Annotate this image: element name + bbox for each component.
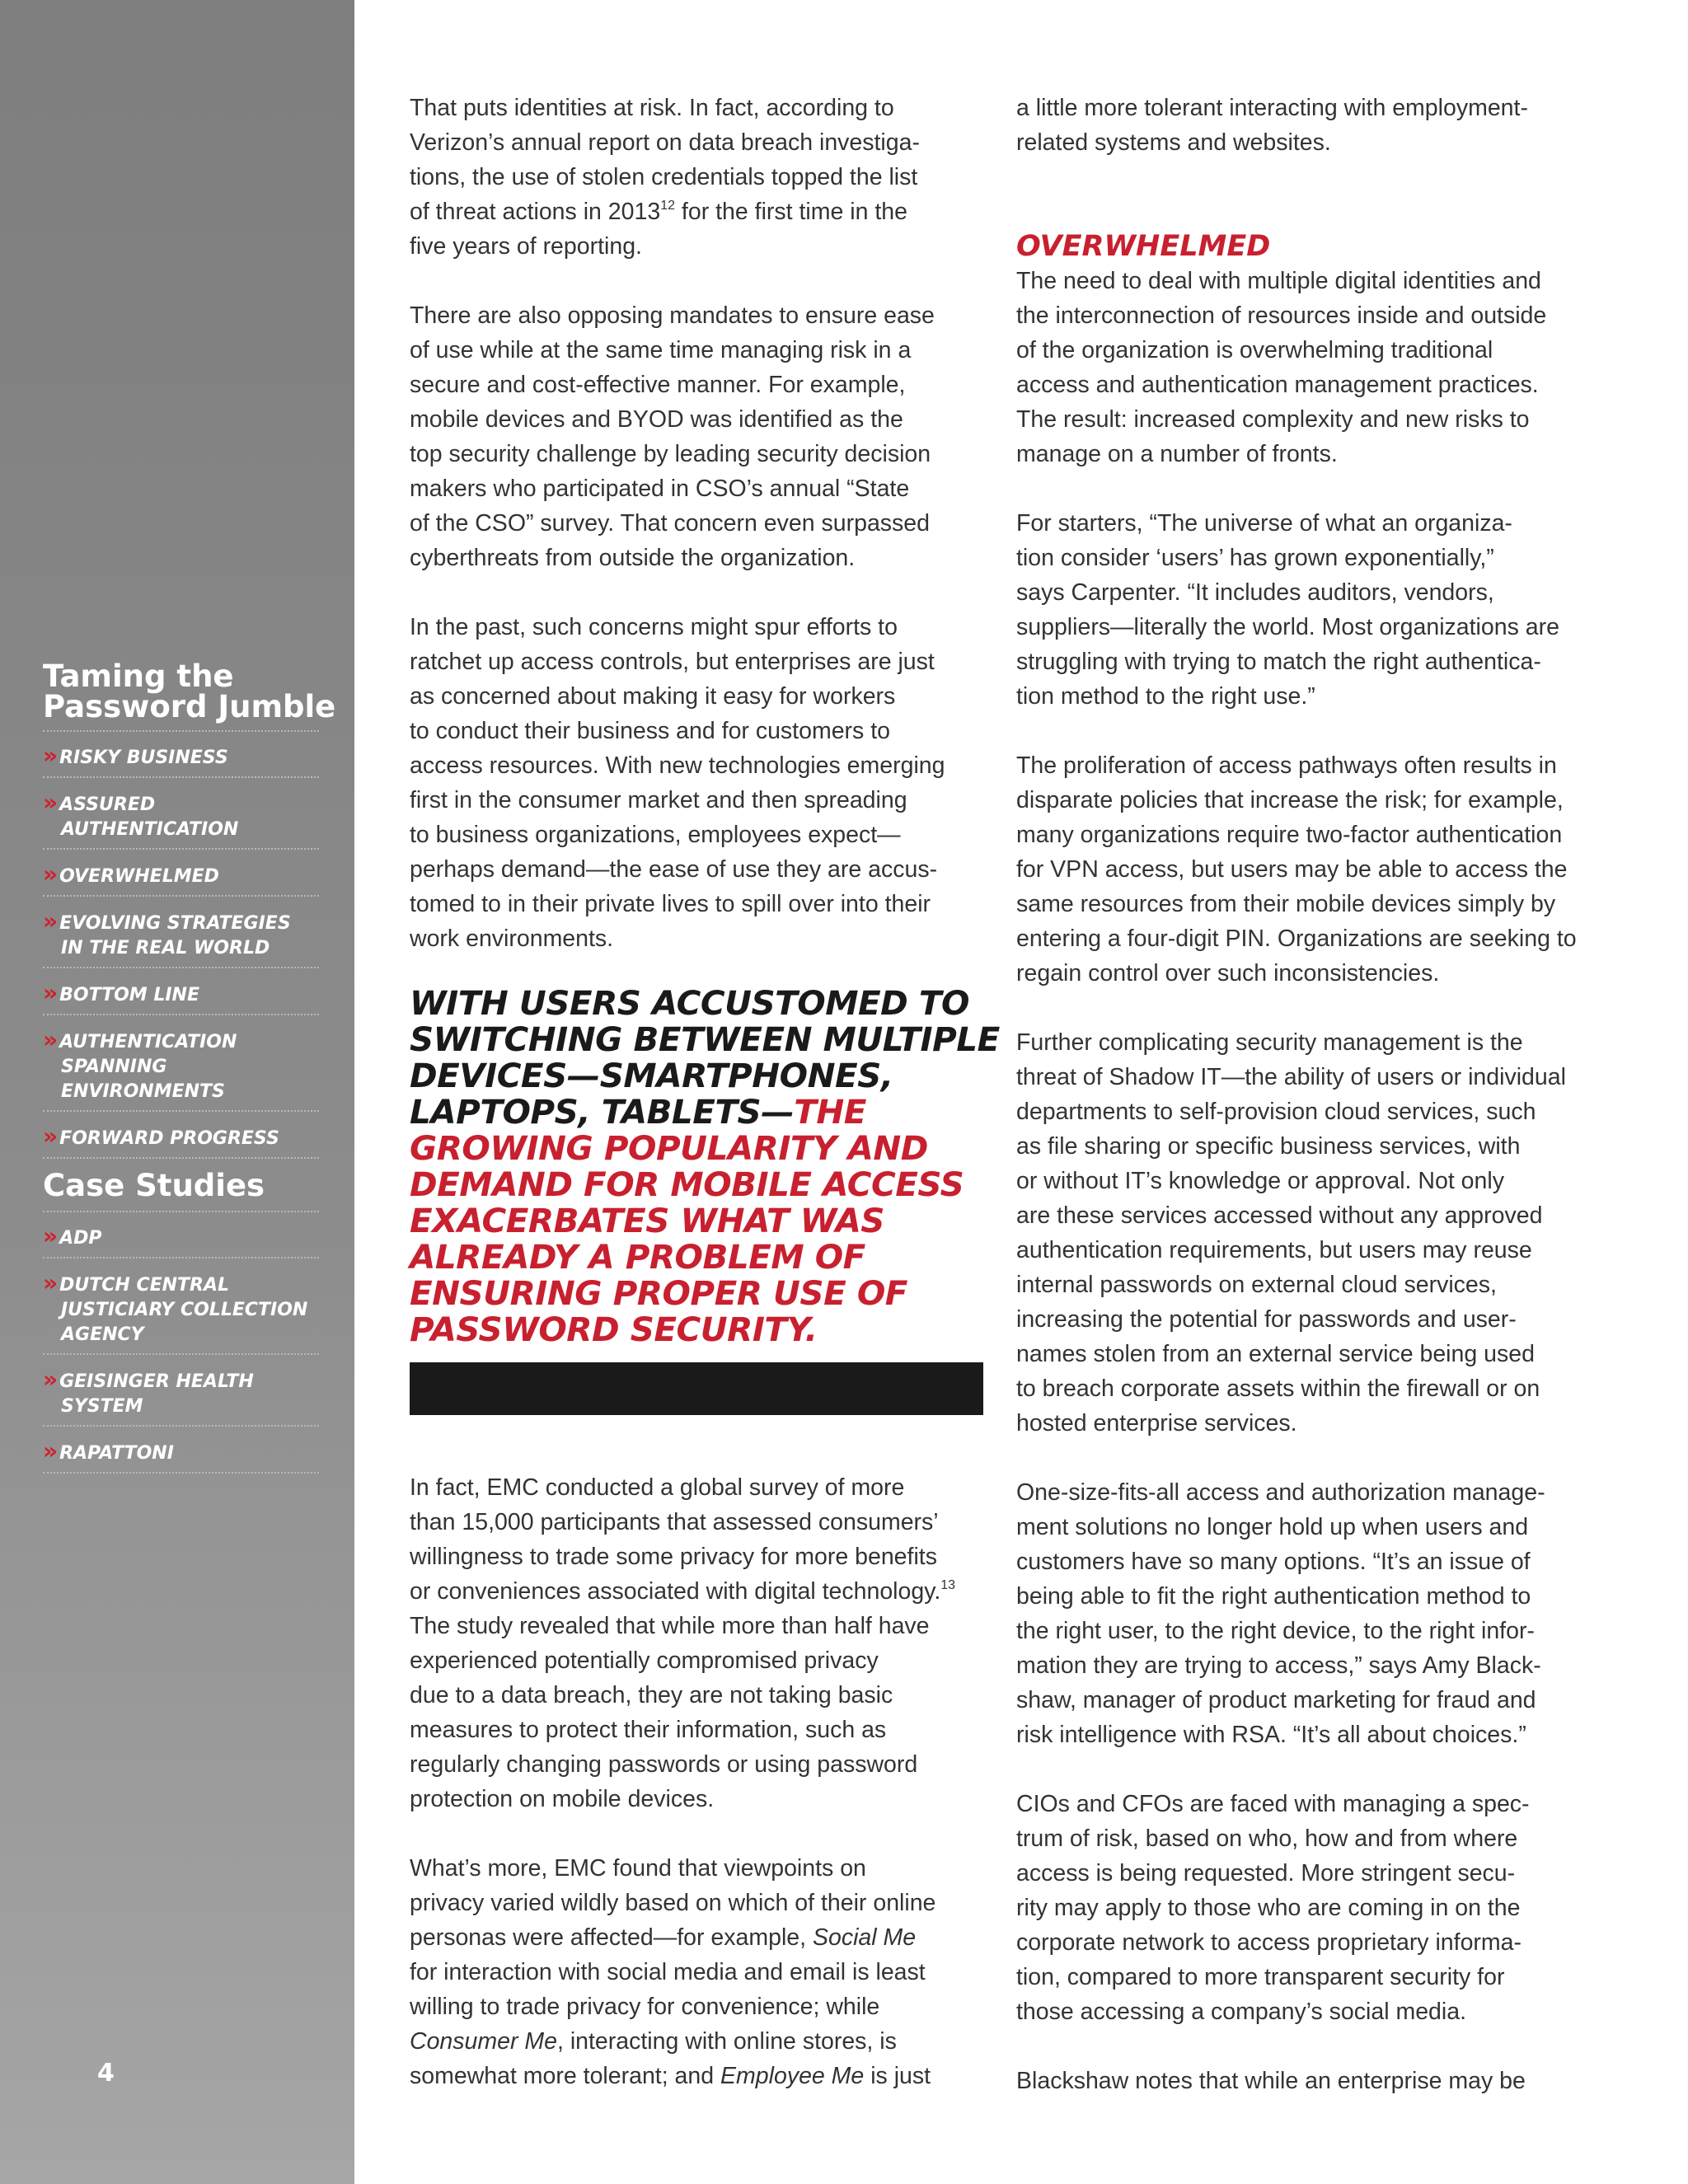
toc-link-label: ADP: [59, 1228, 102, 1249]
double-chevron-icon: »: [43, 860, 59, 888]
divider: [43, 1425, 319, 1427]
toc-link-bottom-line[interactable]: [43, 981, 323, 1008]
divider: [43, 967, 319, 968]
toc-link-label: AGENCY: [61, 1324, 144, 1345]
toc-link-label: EVOLVING STRATEGIES: [59, 913, 291, 934]
divider: [43, 1014, 319, 1015]
toc-link-adp[interactable]: [43, 1224, 323, 1251]
divider: [43, 1353, 319, 1355]
pull-quote: WITH USERS ACCUSTOMED TO SWITCHING BETWEEN MULTIPLE DEVICES—SMARTPHONES, LAPTOPS, TABLETS—THE GROWING POPULARITY AND DEMAND FOR MOBILE ACCESS EXACERBATES WHAT WAS ALREADY A PROBLEM OF ENSURING PROPER USE OF PASSWORD SECURITY.: [410, 983, 1000, 1349]
toc-link-dutch-central[interactable]: [43, 1271, 323, 1347]
divider: [43, 1257, 319, 1258]
double-chevron-icon: »: [43, 1222, 59, 1249]
paragraph: In fact, EMC conducted a global survey of more than 15,000 participants that assessed consumers’ willingness to trade some privacy for more benefits or conveniences associated with digital technology.$^{13}$ The study revealed that while more than half have experienced potentially compromised privacy due to a data breach, they are not taking basic measures to protect their information, such as regularly changing passwords or using password protection on mobile devices.: [410, 1474, 956, 1812]
divider: [43, 730, 319, 732]
toc-link-overwhelmed[interactable]: [43, 862, 323, 889]
divider: [43, 1211, 319, 1212]
toc-link-label: ASSURED: [59, 794, 156, 815]
divider: [43, 1157, 319, 1159]
paragraph: What’s more, EMC found that viewpoints on privacy varied wildly based on which of their online personas were affected—for example, Social Me for interaction with social media and email is least willing to trade privacy for convenience; while Consumer Me, interacting with online stores, is somewhat more tolerant; and Employee Me is just: [410, 1855, 936, 2089]
toc-link-label: GEISINGER HEALTH: [59, 1371, 254, 1392]
toc-link-geisinger[interactable]: [43, 1367, 323, 1419]
footnote-ref: 12: [660, 199, 676, 213]
paragraph: In the past, such concerns might spur efforts to ratchet up access controls, but enterprises are just as concerned about making it easy for workers to conduct their business and for customers to access resources. With new technologies emerging first in the consumer market and then spreading to business organizations, employees expect— perhaps demand—the ease of use they are accus- tomed to in their private lives to spill over into their work environments.: [410, 614, 945, 952]
toc-link-label: RAPATTONI: [59, 1443, 174, 1464]
case-studies-title: Case Studies: [43, 1168, 265, 1203]
toc-link-forward-progress[interactable]: [43, 1124, 323, 1151]
sidebar-title-line: Password Jumble: [43, 689, 336, 724]
double-chevron-icon: »: [43, 789, 59, 816]
paragraph: CIOs and CFOs are faced with managing a spec- trum of risk, based on who, how and from where access is being requested. More stringent secu- rity may apply to those who are coming in on the corporate network to access proprietary informa- tion, compared to more transparent security for those accessing a company’s social media.: [1016, 1791, 1530, 2025]
decorative-bar: [410, 1362, 983, 1415]
paragraph: The proliferation of access pathways often results in disparate policies that increase the risk; for example, many organizations require two-factor authentication for VPN access, but users may be able to access the same resources from their mobile devices simply by entering a four-digit PIN. Organizations are seeking to regain control over such inconsistencies.: [1016, 752, 1577, 987]
divider: [43, 1110, 319, 1112]
double-chevron-icon: »: [43, 1366, 59, 1393]
toc-link-label: BOTTOM LINE: [59, 985, 199, 1005]
section-heading-overwhelmed: OVERWHELMED: [1016, 230, 1271, 263]
paragraph: a little more tolerant interacting with employment- related systems and websites.: [1016, 95, 1528, 156]
toc-link-label: AUTHENTICATION: [61, 819, 239, 840]
toc-link-label: FORWARD PROGRESS: [59, 1128, 279, 1149]
double-chevron-icon: »: [43, 907, 59, 935]
toc-link-label: RISKY BUSINESS: [59, 748, 228, 768]
divider: [43, 895, 319, 897]
paragraph: Further complicating security management is the threat of Shadow IT—the ability of users or individual departments to self-provision cloud services, such as file sharing or specific business services, with or without IT’s knowledge or approval. Not only are these services accessed without any approved authentication requirements, but users may reuse internal passwords on external cloud services, increasing the potential for passwords and user- names stolen from an external service being used to breach corporate assets within the firewall or on hosted enterprise services.: [1016, 1029, 1566, 1436]
double-chevron-icon: »: [43, 1437, 59, 1465]
sidebar-title-line: Taming the: [43, 658, 234, 694]
paragraph: That puts identities at risk. In fact, according to Verizon’s annual report on data breach investiga- tions, the use of stolen credentials topped the list of threat actions in 2013$^{12}$ for the first time in the five years of reporting.: [410, 95, 920, 260]
double-chevron-icon: »: [43, 1026, 59, 1053]
toc-link-assured-authentication[interactable]: [43, 790, 323, 842]
toc-link-evolving-strategies[interactable]: [43, 909, 323, 961]
article-column-right: [1016, 91, 1593, 2133]
toc-link-label: IN THE REAL WORLD: [61, 938, 270, 958]
paragraph: The need to deal with multiple digital identities and the interconnection of resources inside and outside of the organization is overwhelming traditional access and authentication management practices. The result: increased complexity and new risks to manage on a number of fronts.: [1016, 268, 1547, 467]
toc-link-label: JUSTICIARY COLLECTION: [61, 1300, 308, 1320]
double-chevron-icon: »: [43, 1269, 59, 1296]
paragraph: For starters, “The universe of what an organiza- tion consider ‘users’ has grown exponentially,” says Carpenter. “It includes auditors, vendors, suppliers—literally the world. Most organizations are struggling with trying to match the right authentica- tion method to the right use.”: [1016, 510, 1559, 710]
double-chevron-icon: »: [43, 1122, 59, 1150]
article-column-left-continued: [410, 1470, 987, 2128]
paragraph: Blackshaw notes that while an enterprise may be: [1016, 2068, 1526, 2094]
divider: [43, 848, 319, 850]
toc-link-label: SPANNING: [61, 1057, 167, 1077]
double-chevron-icon: »: [43, 742, 59, 769]
toc-link-label: AUTHENTICATION: [59, 1032, 237, 1052]
toc-link-label: OVERWHELMED: [59, 866, 219, 887]
toc-link-authentication-spanning[interactable]: [43, 1028, 323, 1104]
paragraph: There are also opposing mandates to ensure ease of use while at the same time managing risk in a secure and cost-effective manner. For example, mobile devices and BYOD was identified as the top security challenge by leading security decision makers who participated in CSO’s annual “State of the CSO” survey. That concern even surpassed cyberthreats from outside the organization.: [410, 302, 935, 571]
toc-link-label: SYSTEM: [61, 1396, 143, 1417]
divider: [43, 776, 319, 778]
toc-link-risky-business[interactable]: [43, 743, 323, 771]
divider: [43, 1472, 319, 1474]
sidebar-section-title: [43, 658, 336, 724]
footnote-ref: 13: [940, 1578, 956, 1592]
sidebar-nav: [0, 0, 354, 2184]
article-column-left: [410, 91, 987, 991]
toc-link-rapattoni[interactable]: [43, 1439, 323, 1466]
paragraph: One-size-fits-all access and authorization manage- ment solutions no longer hold up when users and customers have so many options. “It’s an issue of being able to fit the right authentication method to the right user, to the right device, to the right infor- mation they are trying to access,” says Amy Black- shaw, manager of product marketing for fraud and risk intelligence with RSA. “It’s all about choices.”: [1016, 1479, 1545, 1748]
double-chevron-icon: »: [43, 979, 59, 1006]
toc-link-label: ENVIRONMENTS: [61, 1081, 225, 1102]
page-number: 4: [97, 2059, 115, 2088]
toc-link-label: DUTCH CENTRAL: [59, 1275, 230, 1296]
